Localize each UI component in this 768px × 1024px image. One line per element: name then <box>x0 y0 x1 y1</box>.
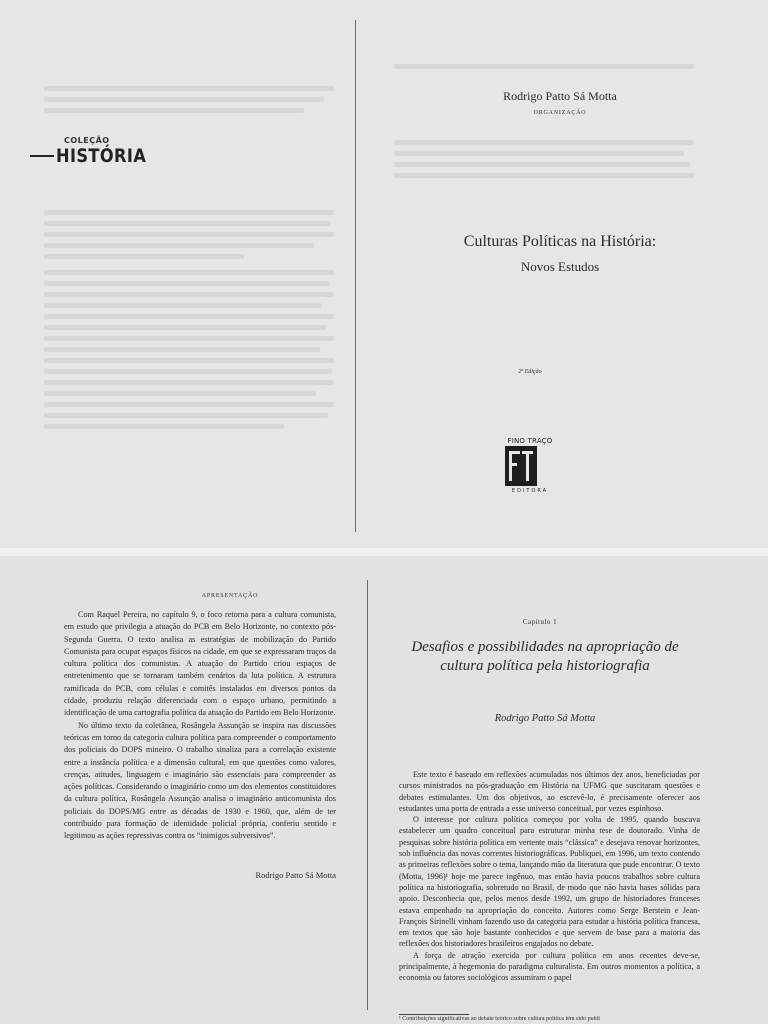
bottom-gutter-line <box>367 580 368 1010</box>
collection-rule <box>30 155 54 157</box>
title-page-author: Rodrigo Patto Sá Motta <box>503 89 617 103</box>
apresentacao-body <box>64 609 336 843</box>
signature: Rodrigo Patto Sá Motta <box>255 870 336 880</box>
chapter-label: Capítulo 1 <box>522 618 558 626</box>
paragraph: No último texto da coletânea, Rosângela Assunção se inspira nas discussões teóricas em torno da categoria cultura política para compreender o comportamento dos policiais do DOPS mineiro. O trabalho sinaliza para a correlação existente entre a instância política e a dimensão cultural, em que questões como valores, crenças, atitudes, linguagem e imaginário são essenciais para compreender as ações políticas. Considerando o imaginário como um dos elementos constituidores da cultura política, Rosângela Assunção analisa o imaginário anticomunista dos policiais do DOPS/MG entre as décadas de 1930 e 1960, que, além de ter contribuído para formação de identidade policial própria, conferiu sentido e legitimou as ações repressivas contra os “inimigos subversivos”. <box>64 720 336 841</box>
title-page-role: ORGANIZAÇÃO <box>533 110 587 116</box>
collection-name: HISTÓRIA <box>56 145 147 167</box>
edition-label: 2ª Edição <box>518 369 542 375</box>
paragraph: O interesse por cultura política começou por volta de 1995, quando buscava estabelecer um quadro conceitual para estruturar minha tese de doutorado. Vinha de pesquisas sobre história política em vertente mais “clássica” e desejava renovar horizontes, sob influência das novas correntes historiográficas. Publiquei, em 1996, um texto contendo as primeiras reflexões sobre o tema, lançando mão da literatura que pude encontrar. O texto (Motta, 1996)¹ hoje me parece ingênuo, mas então havia poucos trabalhos sobre cultura política na historiografia, sobretudo no Brasil, de modo que não havia bases sólidas para apoio. Desconhecia que, pelos menos desde 1992, um grupo de historiadores franceses estava empenhado na apropriação do conceito. Autores como Serge Berstein e Jean-François Sirinelli vinham fazendo uso da categoria para estudar a história política francesa, em textos que são hoje bastante conhecidos e que servem de base para a maioria das reflexões dos historiadores brasileiros engajados no debate. <box>399 815 700 949</box>
chapter-title: Desafios e possibilidades na apropriação de cultura política pela historiografia <box>411 639 679 674</box>
paragraph: A força de atração exercida por cultura política em anos recentes deve-se, principalmente, à hegemonia do paradigma culturalista. Em outros momentos a política, a economia ou fatores sociológicos assumiram o papel <box>399 950 700 983</box>
publisher-logo-icon <box>505 446 537 486</box>
chapter-author: Rodrigo Patto Sá Motta <box>494 713 596 724</box>
footnote: ¹ Contribuições significativas ao debate teórico sobre cultura política têm sido publi <box>399 1016 600 1022</box>
top-gutter-line <box>355 20 356 532</box>
section-heading: APRESENTAÇÃO <box>201 593 259 599</box>
chapter-body <box>399 769 700 984</box>
book-subtitle: Novos Estudos <box>520 259 600 274</box>
publisher-subtitle: EDITORA <box>511 488 549 494</box>
paragraph: Este texto é baseado em reflexões acumuladas nos últimos dez anos, beneficiadas por cursos ministrados na pós-graduação em História na UFMG que suscitaram questões e debates estimulantes. Um dos objetivos, ao escrevê-lo, é precisamente oferecer aos estudantes uma porta de entrada a esse universo conceitual, por vezes espinhoso. <box>399 770 700 813</box>
footnote-rule <box>399 1014 469 1015</box>
collection-label: COLEÇÃO <box>64 136 110 145</box>
paragraph: Com Raquel Pereira, no capítulo 9, o foco retorna para a cultura comunista, em estudo que privilegia a atuação do PCB em Belo Horizonte, no contexto pós-Segunda Guerra. O texto analisa as estratégias de mobilização do Partido Comunista para ocupar espaços físicos na cidade, em que se expressaram traços da cultura política dos comunistas. A atuação do Partido criou espaços de entretenimento que se tornaram também cenários da luta política. A estrutura ramificada do PCB, com células e comitês instalados em diversos pontos da cidade, produziu relação diferenciada com o espaço urbano, permitindo a identificação de uma cartografia política da atuação do Partido em Belo Horizonte. <box>64 610 336 718</box>
spread-separator <box>0 548 768 556</box>
publisher-name: FINO TRAÇO <box>507 437 553 445</box>
book-title: Culturas Políticas na História: <box>463 233 657 250</box>
